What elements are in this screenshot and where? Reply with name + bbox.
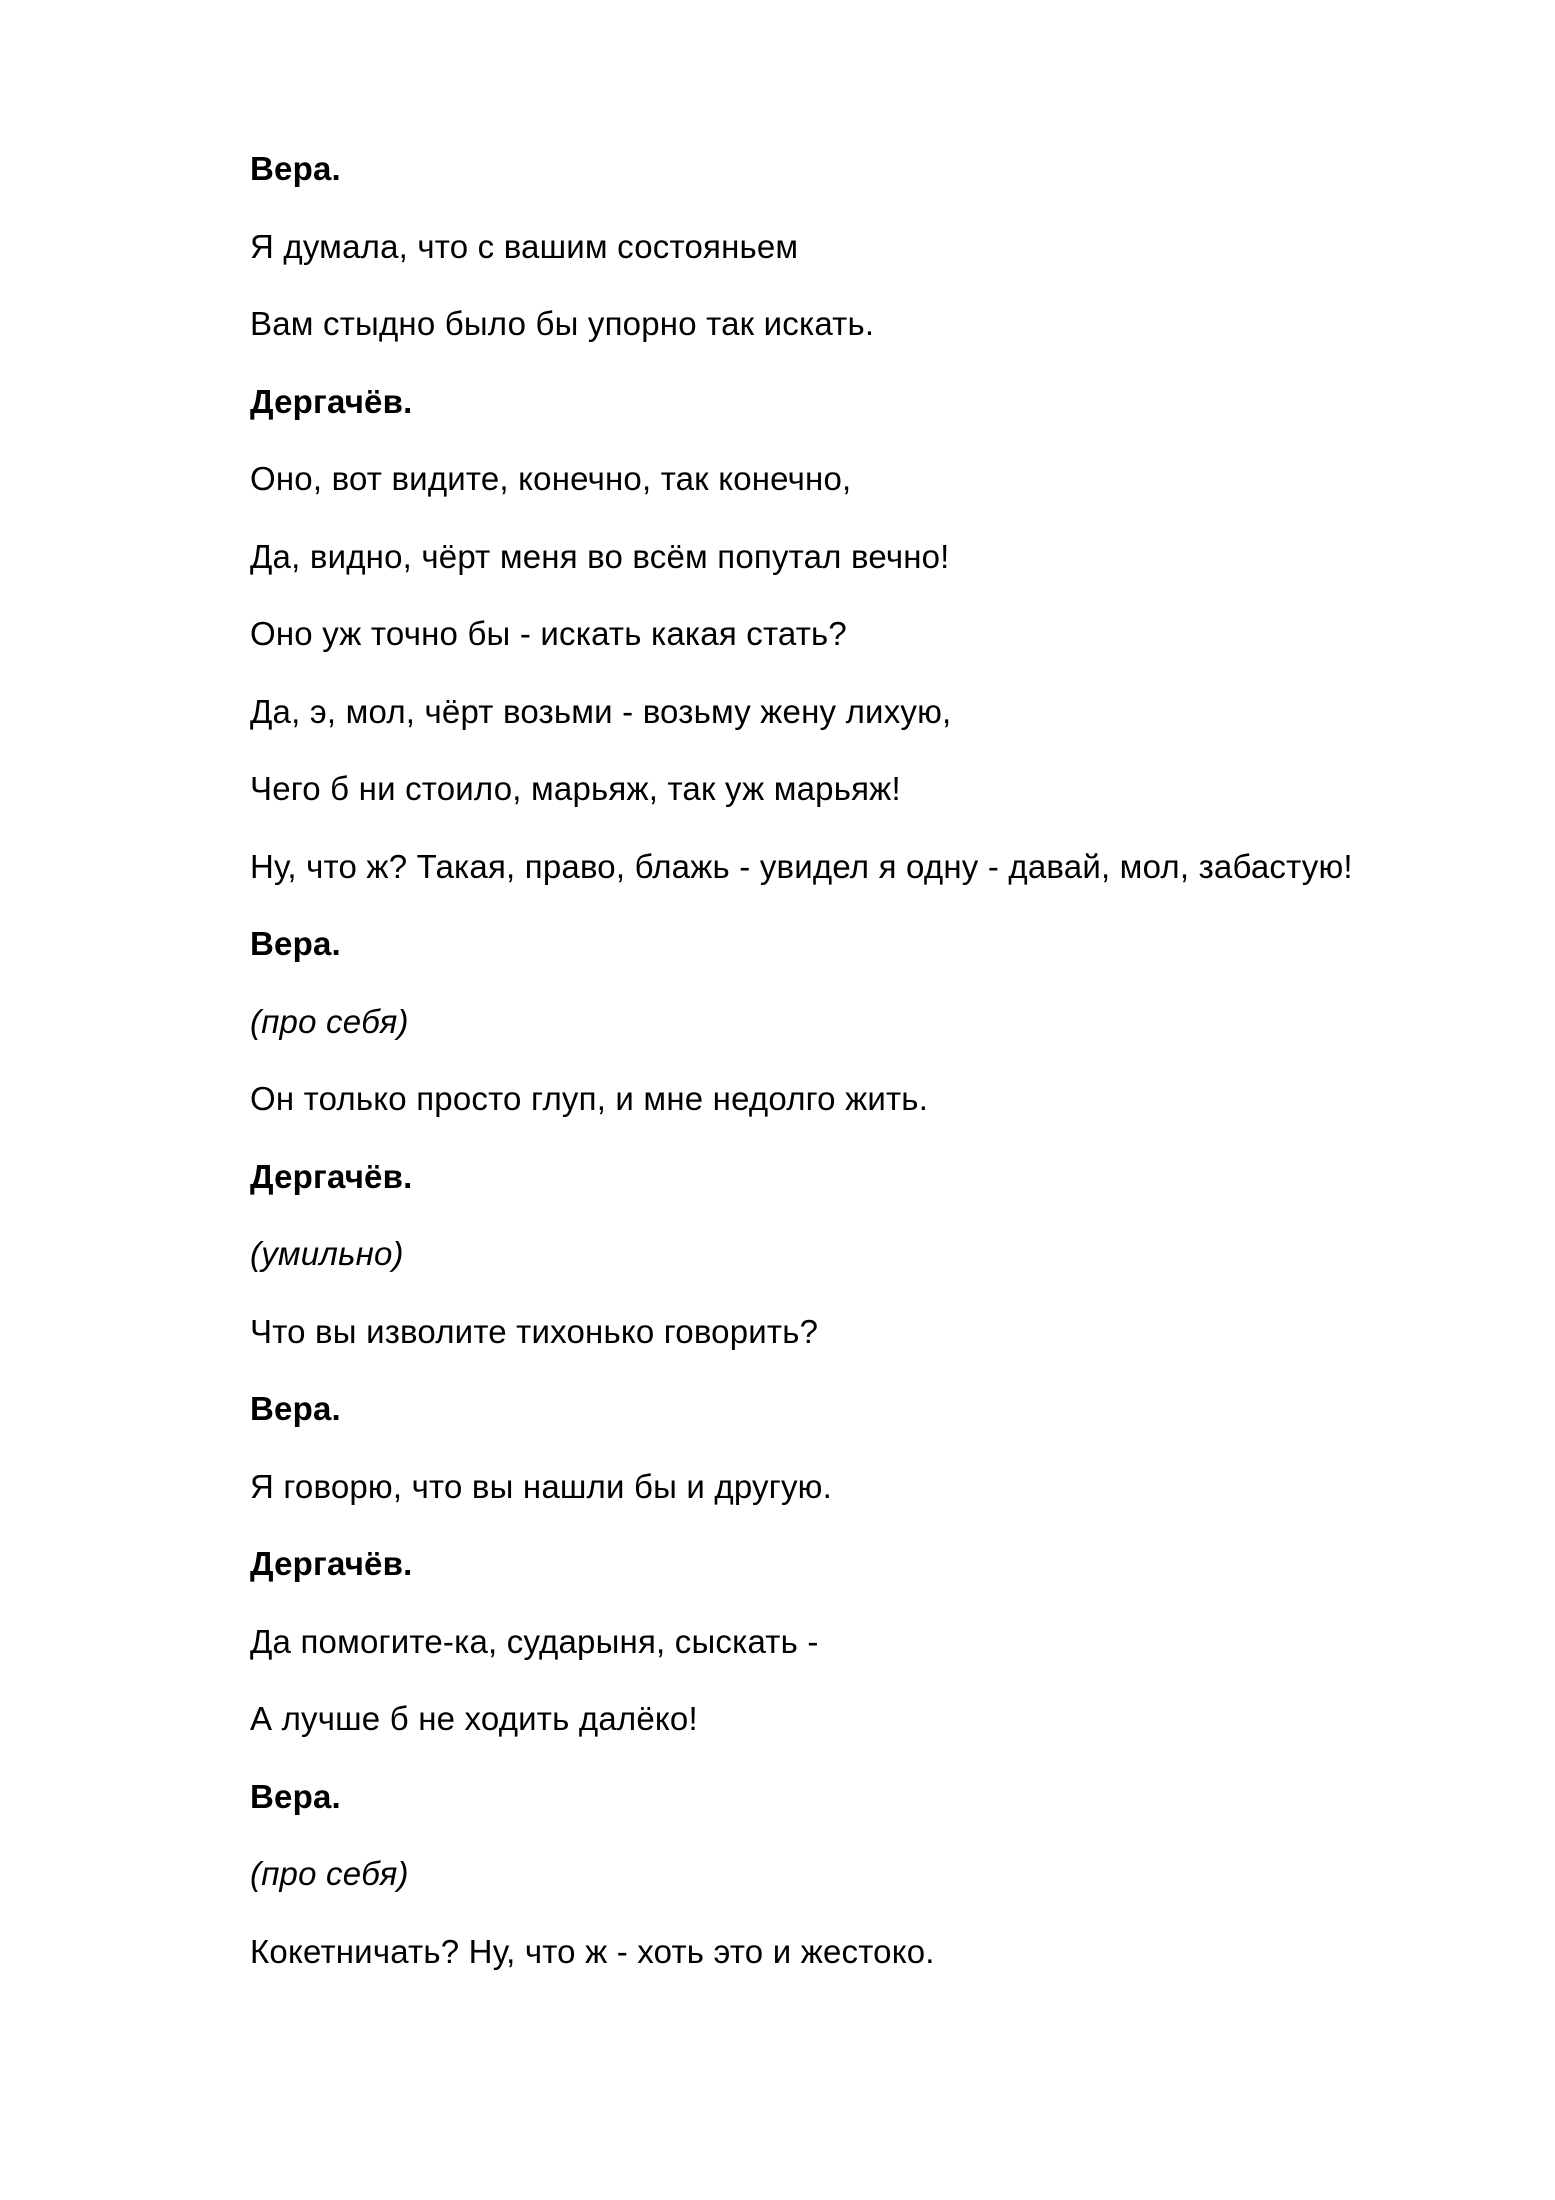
dialogue-line: Чего б ни стоило, марьяж, так уж марьяж! <box>250 770 901 807</box>
dialogue-line: Что вы изволите тихонько говорить? <box>250 1312 819 1350</box>
speaker-name: Вера. <box>250 1390 341 1427</box>
dialogue-line: Да, э, мол, чёрт возьми - возьму жену лихую, <box>250 692 952 730</box>
speaker-name: Вера. <box>250 1777 341 1815</box>
dialogue-line: Вам стыдно было бы упорно так искать. <box>250 305 875 342</box>
dialogue-line: Да, видно, чёрт меня во всём попутал вечно! <box>250 537 950 575</box>
dialogue-line: Ну, что ж? Такая, право, блажь - увидел я одну - давай, мол, забастую! <box>250 847 1353 885</box>
speaker-name: Дергачёв. <box>250 382 413 420</box>
dialogue-line: Оно уж точно бы - искать какая стать? <box>250 615 847 652</box>
dialogue-line: Оно, вот видите, конечно, так конечно, <box>250 460 852 497</box>
dialogue-line: Я говорю, что вы нашли бы и другую. <box>250 1467 832 1505</box>
dialogue-line: Кокетничать? Ну, что ж - хоть это и жестоко. <box>250 1932 935 1970</box>
dialogue-line: Он только просто глуп, и мне недолго жить. <box>250 1080 929 1117</box>
dialogue-line: Я думала, что с вашим состояньем <box>250 227 799 265</box>
dialogue-line: Да помогите-ка, сударыня, сыскать - <box>250 1622 819 1660</box>
speaker-name: Дергачёв. <box>250 1545 413 1582</box>
stage-direction: (про себя) <box>250 1002 409 1040</box>
speaker-name: Вера. <box>250 925 341 962</box>
dialogue-line: А лучше б не ходить далёко! <box>250 1700 698 1737</box>
stage-direction: (про себя) <box>250 1855 409 1892</box>
speaker-name: Дергачёв. <box>250 1157 413 1195</box>
speaker-name: Вера. <box>250 150 341 187</box>
stage-direction: (умильно) <box>250 1235 404 1272</box>
